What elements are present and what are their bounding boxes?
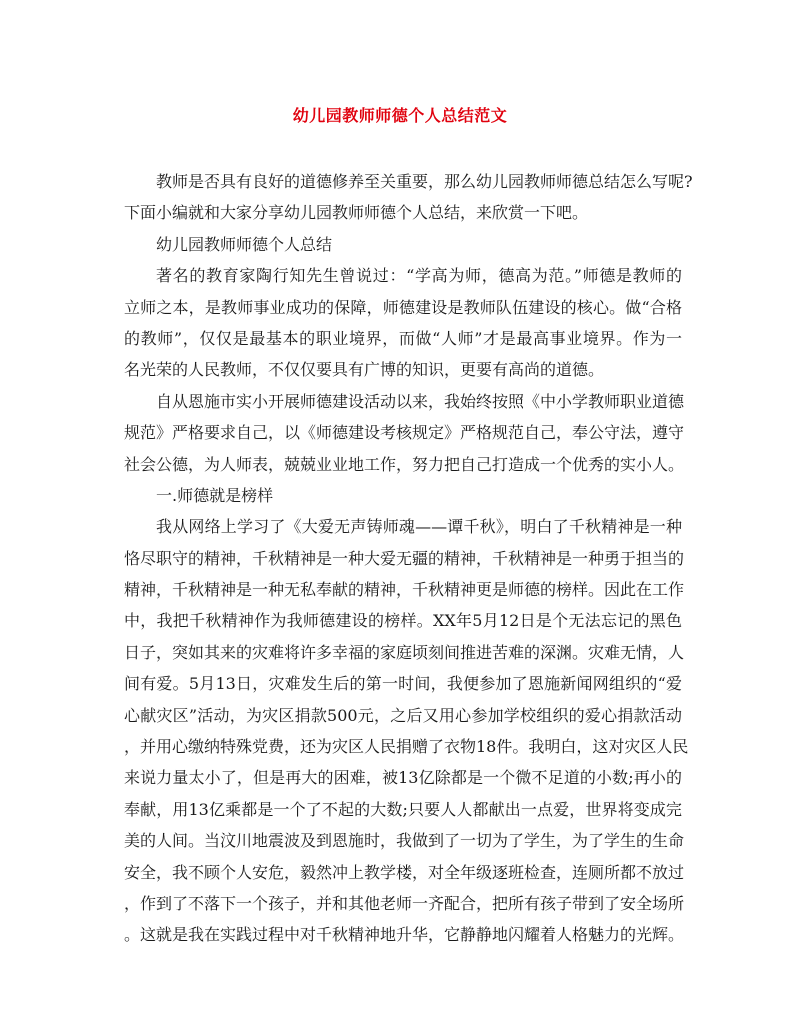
text-line: 间有爱。5月13日，灾难发生后的第一时间，我便参加了恩施新闻网组织的“爱 xyxy=(124,674,682,694)
text-line: 社会公德，为人师表，兢兢业业地工作，努力把自己打造成一个优秀的实小人。 xyxy=(124,454,685,474)
document-title: 幼儿园教师师德个人总结范文 xyxy=(292,106,508,125)
text-line: 来说力量太小了，但是再大的困难，被13亿除都是一个微不足道的小数;再小的 xyxy=(124,768,682,788)
document-body xyxy=(124,166,693,951)
text-line: 下面小编就和大家分享幼儿园教师师德个人总结，来欣赏一下吧。 xyxy=(124,203,589,223)
text-line: 幼儿园教师师德个人总结 xyxy=(156,234,333,254)
text-line: 著名的教育家陶行知先生曾说过：“学高为师，德高为范。”师德是教师的 xyxy=(156,266,682,286)
text-line: 的教师”，仅仅是最基本的职业境界，而做“人师”才是最高事业境界。作为一 xyxy=(124,328,682,348)
text-line: 恪尽职守的精神，千秋精神是一种大爱无疆的精神，千秋精神是一种勇于担当的 xyxy=(124,548,685,568)
text-line: 。这就是我在实践过程中对千秋精神地升华，它静静地闪耀着人格魅力的光辉。 xyxy=(124,925,685,945)
text-line: 心献灾区”活动，为灾区捐款500元，之后又用心参加学校组织的爱心捐款活动 xyxy=(124,705,682,725)
text-line: ，并用心缴纳特殊党费，还为灾区人民捐赠了衣物18件。我明白，这对灾区人民 xyxy=(124,737,689,757)
text-line: 一.师德就是榜样 xyxy=(156,485,274,505)
text-line: 美的人间。当汶川地震波及到恩施时，我做到了一切为了学生，为了学生的生命 xyxy=(124,831,685,851)
text-line: 规范》严格要求自己，以《师德建设考核规定》严格规范自己，奉公守法，遵守 xyxy=(124,423,685,443)
text-line: ，作到了不落下一个孩子，并和其他老师一齐配合，把所有孩子带到了安全场所 xyxy=(124,893,685,913)
text-line: 自从恩施市实小开展师德建设活动以来，我始终按照《中小学教师职业道德 xyxy=(156,391,685,411)
text-line: 名光荣的人民教师，不仅仅要具有广博的知识，更要有高尚的道德。 xyxy=(124,360,605,380)
text-line: 日子，突如其来的灾难将许多幸福的家庭顷刻间推进苦难的深渊。灾难无情，人 xyxy=(124,642,685,662)
text-line: 安全，我不顾个人安危，毅然冲上教学楼，对全年级逐班检查，连厕所都不放过 xyxy=(124,862,685,882)
text-line: 精神，千秋精神是一种无私奉献的精神，千秋精神更是师德的榜样。因此在工作 xyxy=(124,580,685,600)
text-line: 立师之本，是教师事业成功的保障，师德建设是教师队伍建设的核心。做“合格 xyxy=(124,297,682,317)
text-line: 教师是否具有良好的道德修养至关重要，那么幼儿园教师师德总结怎么写呢? xyxy=(156,172,693,191)
text-line: 中，我把千秋精神作为我师德建设的榜样。XX年5月12日是个无法忘记的黑色 xyxy=(124,611,682,631)
text-line: 我从网络上学习了《大爱无声铸师魂——谭千秋》，明白了千秋精神是一种 xyxy=(156,517,682,537)
text-line: 奉献，用13亿乘都是一个了不起的大数;只要人人都献出一点爱，世界将变成完 xyxy=(124,799,682,819)
